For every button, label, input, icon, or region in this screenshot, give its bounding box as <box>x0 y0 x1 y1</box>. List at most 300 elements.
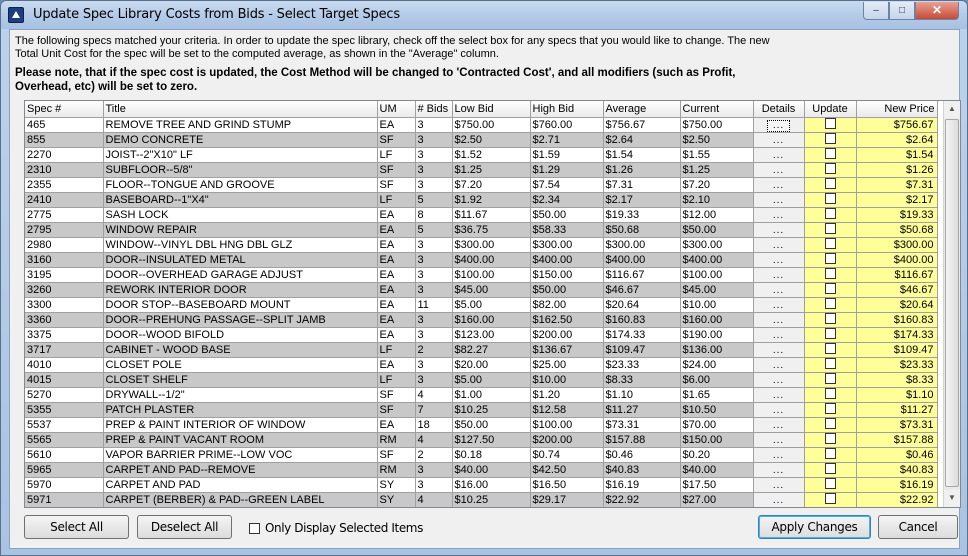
update-checkbox[interactable] <box>825 268 836 279</box>
cell-high-bid: $29.17 <box>530 492 603 507</box>
cell-bids: 4 <box>415 432 452 447</box>
details-button[interactable]: ... <box>767 120 790 132</box>
table-row[interactable] <box>25 132 937 147</box>
details-button[interactable]: ... <box>772 419 785 431</box>
cell-bids: 3 <box>415 267 452 282</box>
details-button[interactable]: ... <box>772 344 785 356</box>
table-row[interactable] <box>25 267 937 282</box>
cell-title: VAPOR BARRIER PRIME--LOW VOC <box>103 447 377 462</box>
cell-high-bid: $1.59 <box>530 147 603 162</box>
cell-update <box>804 267 856 282</box>
cell-high-bid: $1.20 <box>530 387 603 402</box>
update-checkbox[interactable] <box>825 388 836 399</box>
col-header-average[interactable]: Average <box>603 101 680 117</box>
cell-bids: 3 <box>415 147 452 162</box>
cell-average: $400.00 <box>603 252 680 267</box>
details-button[interactable]: ... <box>772 164 785 176</box>
details-button[interactable]: ... <box>772 449 785 461</box>
cell-um: SF <box>377 162 415 177</box>
details-button[interactable]: ... <box>772 224 785 236</box>
update-checkbox[interactable] <box>825 208 836 219</box>
cell-high-bid: $162.50 <box>530 312 603 327</box>
update-checkbox[interactable] <box>825 358 836 369</box>
details-button[interactable]: ... <box>772 359 785 371</box>
cell-um: RM <box>377 432 415 447</box>
table-row[interactable] <box>25 372 937 387</box>
cell-details <box>753 492 804 507</box>
warning-note: Please note, that if the spec cost is updated, the Cost Method will be changed to 'Contracted Cost', and all modifiers (such as Profit, Overhead, etc) will be set to zero. <box>15 67 736 93</box>
cell-update <box>804 222 856 237</box>
details-button[interactable]: ... <box>772 299 785 311</box>
cell-um: EA <box>377 222 415 237</box>
window-title: Update Spec Library Costs from Bids - Select Target Specs <box>33 7 400 22</box>
cell-average: $50.68 <box>603 222 680 237</box>
cell-current: $10.00 <box>680 297 753 312</box>
cell-um: SY <box>377 477 415 492</box>
deselect-all-button[interactable]: Deselect All <box>137 515 232 539</box>
cell-um: EA <box>377 267 415 282</box>
details-button[interactable]: ... <box>772 254 785 266</box>
cell-title: DOOR--PREHUNG PASSAGE--SPLIT JAMB <box>103 312 377 327</box>
details-button[interactable]: ... <box>772 374 785 386</box>
table-row[interactable] <box>25 387 937 402</box>
table-row[interactable] <box>25 492 937 507</box>
update-checkbox[interactable] <box>825 238 836 249</box>
update-checkbox[interactable] <box>825 193 836 204</box>
cell-details <box>753 177 804 192</box>
update-checkbox[interactable] <box>825 253 836 264</box>
cell-current: $10.50 <box>680 402 753 417</box>
cell-um: EA <box>377 117 415 132</box>
cell-um: EA <box>377 297 415 312</box>
table-row[interactable] <box>25 177 937 192</box>
specs-grid[interactable] <box>24 100 961 508</box>
cell-low-bid: $1.25 <box>452 162 530 177</box>
cell-low-bid: $82.27 <box>452 342 530 357</box>
details-button[interactable]: ... <box>772 209 785 221</box>
update-checkbox[interactable] <box>825 433 836 444</box>
update-checkbox[interactable] <box>825 148 836 159</box>
cell-details <box>753 207 804 222</box>
scroll-down-arrow-icon: ▼ <box>948 493 956 502</box>
table-row[interactable] <box>25 312 937 327</box>
cell-bids: 8 <box>415 207 452 222</box>
cell-high-bid: $58.33 <box>530 222 603 237</box>
cell-bids: 5 <box>415 222 452 237</box>
table-row[interactable] <box>25 222 937 237</box>
table-row[interactable] <box>25 327 937 342</box>
minimize-button[interactable] <box>863 2 889 20</box>
details-button[interactable]: ... <box>772 149 785 161</box>
cell-new-price[interactable]: $73.31 <box>856 417 937 432</box>
cell-current: $0.20 <box>680 447 753 462</box>
update-checkbox[interactable] <box>825 478 836 489</box>
cell-title: PREP & PAINT INTERIOR OF WINDOW <box>103 417 377 432</box>
table-row[interactable] <box>25 237 937 252</box>
cell-spec: 465 <box>25 117 103 132</box>
table-row[interactable] <box>25 162 937 177</box>
close-button[interactable] <box>915 2 959 20</box>
table-row[interactable] <box>25 282 937 297</box>
update-checkbox[interactable] <box>825 418 836 429</box>
cell-um: SF <box>377 132 415 147</box>
cell-average: $73.31 <box>603 417 680 432</box>
cell-current: $300.00 <box>680 237 753 252</box>
cell-update <box>804 447 856 462</box>
update-checkbox[interactable] <box>825 298 836 309</box>
scroll-down-button[interactable] <box>944 490 960 507</box>
cell-update <box>804 342 856 357</box>
cell-low-bid: $0.18 <box>452 447 530 462</box>
cell-high-bid: $25.00 <box>530 357 603 372</box>
cell-current: $1.55 <box>680 147 753 162</box>
cell-um: LF <box>377 192 415 207</box>
cell-title: SASH LOCK <box>103 207 377 222</box>
cell-um: EA <box>377 357 415 372</box>
cell-average: $300.00 <box>603 237 680 252</box>
update-checkbox[interactable] <box>825 403 836 414</box>
update-checkbox[interactable] <box>825 118 836 129</box>
cell-current: $400.00 <box>680 252 753 267</box>
cell-new-price[interactable]: $160.83 <box>856 312 937 327</box>
cell-new-price[interactable]: $23.33 <box>856 357 937 372</box>
cell-current: $2.10 <box>680 192 753 207</box>
table-row[interactable] <box>25 477 937 492</box>
cell-spec: 2775 <box>25 207 103 222</box>
cell-details <box>753 117 804 132</box>
cell-details <box>753 447 804 462</box>
cell-title: CLOSET SHELF <box>103 372 377 387</box>
cell-bids: 2 <box>415 447 452 462</box>
cell-new-price[interactable]: $2.64 <box>856 132 937 147</box>
cell-low-bid: $1.92 <box>452 192 530 207</box>
cell-bids: 3 <box>415 312 452 327</box>
vertical-scrollbar[interactable] <box>943 101 960 507</box>
cell-current: $27.00 <box>680 492 753 507</box>
cell-new-price[interactable]: $19.33 <box>856 207 937 222</box>
cell-average: $22.92 <box>603 492 680 507</box>
cell-bids: 3 <box>415 357 452 372</box>
col-header-spec[interactable]: Spec # <box>25 101 103 117</box>
cell-high-bid: $400.00 <box>530 252 603 267</box>
only-selected-checkbox[interactable] <box>249 523 260 534</box>
table-row[interactable] <box>25 192 937 207</box>
cell-details <box>753 282 804 297</box>
details-button[interactable]: ... <box>772 284 785 296</box>
cell-high-bid: $82.00 <box>530 297 603 312</box>
col-header-title[interactable]: Title <box>103 101 377 117</box>
cell-high-bid: $2.71 <box>530 132 603 147</box>
cell-bids: 18 <box>415 417 452 432</box>
cell-title: CARPET (BERBER) & PAD--GREEN LABEL <box>103 492 377 507</box>
cell-average: $23.33 <box>603 357 680 372</box>
cell-title: REWORK INTERIOR DOOR <box>103 282 377 297</box>
cell-spec: 2355 <box>25 177 103 192</box>
cell-bids: 7 <box>415 402 452 417</box>
cell-bids: 3 <box>415 372 452 387</box>
cell-average: $756.67 <box>603 117 680 132</box>
cell-spec: 3360 <box>25 312 103 327</box>
table-row[interactable] <box>25 252 937 267</box>
cell-high-bid: $136.67 <box>530 342 603 357</box>
cell-average: $11.27 <box>603 402 680 417</box>
cell-high-bid: $200.00 <box>530 432 603 447</box>
maximize-icon: □ <box>898 5 906 16</box>
cell-um: RM <box>377 462 415 477</box>
cell-title: DRYWALL--1/2" <box>103 387 377 402</box>
table-row[interactable] <box>25 417 937 432</box>
table-row[interactable] <box>25 297 937 312</box>
cell-details <box>753 132 804 147</box>
app-logo-icon <box>8 7 24 23</box>
details-button[interactable]: ... <box>772 434 785 446</box>
cell-new-price[interactable]: $1.26 <box>856 162 937 177</box>
cell-high-bid: $42.50 <box>530 462 603 477</box>
table-row[interactable] <box>25 462 937 477</box>
cell-low-bid: $100.00 <box>452 267 530 282</box>
table-row[interactable] <box>25 447 937 462</box>
cell-low-bid: $45.00 <box>452 282 530 297</box>
cell-new-price[interactable]: $300.00 <box>856 237 937 252</box>
cell-title: CARPET AND PAD--REMOVE <box>103 462 377 477</box>
col-header-update[interactable]: Update <box>804 101 856 117</box>
col-header-details[interactable]: Details <box>753 101 804 117</box>
cell-spec: 5610 <box>25 447 103 462</box>
cell-details <box>753 462 804 477</box>
cell-update <box>804 372 856 387</box>
cell-update <box>804 207 856 222</box>
cell-update <box>804 432 856 447</box>
cell-new-price[interactable]: $1.54 <box>856 147 937 162</box>
cell-new-price[interactable]: $46.67 <box>856 282 937 297</box>
cell-um: EA <box>377 282 415 297</box>
cell-current: $50.00 <box>680 222 753 237</box>
cell-low-bid: $40.00 <box>452 462 530 477</box>
table-row[interactable] <box>25 147 937 162</box>
select-all-button[interactable]: Select All <box>24 515 129 539</box>
details-button[interactable]: ... <box>772 314 785 326</box>
cell-current: $1.65 <box>680 387 753 402</box>
cell-spec: 5565 <box>25 432 103 447</box>
col-header-current[interactable]: Current <box>680 101 753 117</box>
cell-high-bid: $16.50 <box>530 477 603 492</box>
cell-new-price[interactable]: $174.33 <box>856 327 937 342</box>
scroll-up-button[interactable] <box>944 101 960 118</box>
cell-um: LF <box>377 342 415 357</box>
update-checkbox[interactable] <box>825 283 836 294</box>
cell-update <box>804 177 856 192</box>
details-button[interactable]: ... <box>772 239 785 251</box>
col-header-low-bid[interactable]: Low Bid <box>452 101 530 117</box>
cell-spec: 5270 <box>25 387 103 402</box>
cell-details <box>753 477 804 492</box>
cell-new-price[interactable]: $0.46 <box>856 447 937 462</box>
only-selected-toggle[interactable] <box>249 521 423 535</box>
col-header-um[interactable]: UM <box>377 101 415 117</box>
update-checkbox[interactable] <box>825 493 836 504</box>
cell-details <box>753 327 804 342</box>
cell-new-price[interactable]: $50.68 <box>856 222 937 237</box>
cell-high-bid: $2.34 <box>530 192 603 207</box>
cell-average: $7.31 <box>603 177 680 192</box>
table-row[interactable] <box>25 432 937 447</box>
update-checkbox[interactable] <box>825 328 836 339</box>
update-checkbox[interactable] <box>825 178 836 189</box>
cell-average: $2.17 <box>603 192 680 207</box>
update-checkbox[interactable] <box>825 343 836 354</box>
details-button[interactable]: ... <box>772 179 785 191</box>
cell-um: SF <box>377 177 415 192</box>
cell-spec: 2410 <box>25 192 103 207</box>
cell-low-bid: $127.50 <box>452 432 530 447</box>
cell-new-price[interactable]: $756.67 <box>856 117 937 132</box>
cell-update <box>804 417 856 432</box>
cell-bids: 5 <box>415 192 452 207</box>
details-button[interactable]: ... <box>772 194 785 206</box>
cell-low-bid: $16.00 <box>452 477 530 492</box>
cell-details <box>753 312 804 327</box>
cell-new-price[interactable]: $116.67 <box>856 267 937 282</box>
table-row[interactable] <box>25 207 937 222</box>
cell-title: WINDOW REPAIR <box>103 222 377 237</box>
cell-details <box>753 267 804 282</box>
cell-bids: 3 <box>415 162 452 177</box>
cell-bids: 11 <box>415 297 452 312</box>
cell-high-bid: $10.00 <box>530 372 603 387</box>
cell-new-price[interactable]: $400.00 <box>856 252 937 267</box>
cell-details <box>753 237 804 252</box>
cell-bids: 4 <box>415 492 452 507</box>
cell-new-price[interactable]: $20.64 <box>856 297 937 312</box>
cell-new-price[interactable]: $11.27 <box>856 402 937 417</box>
cell-um: SF <box>377 387 415 402</box>
cell-update <box>804 492 856 507</box>
details-button[interactable]: ... <box>772 494 785 506</box>
cell-title: FLOOR--TONGUE AND GROOVE <box>103 177 377 192</box>
maximize-button[interactable] <box>889 2 915 20</box>
cell-spec: 3195 <box>25 267 103 282</box>
cell-high-bid: $7.54 <box>530 177 603 192</box>
cell-title: CABINET - WOOD BASE <box>103 342 377 357</box>
cell-new-price[interactable]: $1.10 <box>856 387 937 402</box>
cell-average: $20.64 <box>603 297 680 312</box>
cell-average: $46.67 <box>603 282 680 297</box>
details-button[interactable]: ... <box>772 404 785 416</box>
col-header-high-bid[interactable]: High Bid <box>530 101 603 117</box>
update-checkbox[interactable] <box>825 463 836 474</box>
cell-um: EA <box>377 207 415 222</box>
details-button[interactable]: ... <box>772 479 785 491</box>
details-button[interactable]: ... <box>772 269 785 281</box>
cell-um: EA <box>377 252 415 267</box>
cell-new-price[interactable]: $22.92 <box>856 492 937 507</box>
update-checkbox[interactable] <box>825 313 836 324</box>
update-checkbox[interactable] <box>825 163 836 174</box>
cell-low-bid: $5.00 <box>452 372 530 387</box>
cell-average: $116.67 <box>603 267 680 282</box>
cell-um: LF <box>377 372 415 387</box>
apply-changes-button[interactable]: Apply Changes <box>758 515 871 539</box>
cell-high-bid: $300.00 <box>530 237 603 252</box>
cell-new-price[interactable]: $157.88 <box>856 432 937 447</box>
cell-low-bid: $1.52 <box>452 147 530 162</box>
cell-high-bid: $100.00 <box>530 417 603 432</box>
cell-bids: 3 <box>415 282 452 297</box>
cell-new-price[interactable]: $7.31 <box>856 177 937 192</box>
cell-spec: 2980 <box>25 237 103 252</box>
details-button[interactable]: ... <box>772 389 785 401</box>
cell-um: EA <box>377 417 415 432</box>
table-row[interactable] <box>25 117 937 132</box>
title-bar[interactable] <box>1 1 967 29</box>
cell-average: $1.10 <box>603 387 680 402</box>
cell-um: EA <box>377 312 415 327</box>
cell-spec: 3300 <box>25 297 103 312</box>
update-checkbox[interactable] <box>825 373 836 384</box>
col-header-new-price[interactable]: New Price <box>856 101 937 117</box>
cell-update <box>804 192 856 207</box>
scrollbar-thumb[interactable] <box>945 119 959 487</box>
cell-update <box>804 477 856 492</box>
cell-spec: 5965 <box>25 462 103 477</box>
cell-update <box>804 282 856 297</box>
cell-spec: 855 <box>25 132 103 147</box>
update-checkbox[interactable] <box>825 223 836 234</box>
table-row[interactable] <box>25 402 937 417</box>
table-row[interactable] <box>25 342 937 357</box>
cell-update <box>804 357 856 372</box>
cell-um: EA <box>377 327 415 342</box>
cell-update <box>804 132 856 147</box>
cell-new-price[interactable]: $109.47 <box>856 342 937 357</box>
cell-current: $12.00 <box>680 207 753 222</box>
cell-details <box>753 252 804 267</box>
cell-details <box>753 417 804 432</box>
cell-bids: 3 <box>415 477 452 492</box>
cell-update <box>804 252 856 267</box>
details-button[interactable]: ... <box>772 329 785 341</box>
table-row[interactable] <box>25 357 937 372</box>
cell-low-bid: $123.00 <box>452 327 530 342</box>
cell-high-bid: $760.00 <box>530 117 603 132</box>
cell-current: $150.00 <box>680 432 753 447</box>
cell-update <box>804 147 856 162</box>
cancel-button[interactable]: Cancel <box>878 515 958 539</box>
cell-spec: 4015 <box>25 372 103 387</box>
details-button[interactable]: ... <box>772 464 785 476</box>
cell-current: $2.50 <box>680 132 753 147</box>
cell-new-price[interactable]: $40.83 <box>856 462 937 477</box>
cell-new-price[interactable]: $16.19 <box>856 477 937 492</box>
details-button[interactable]: ... <box>772 134 785 146</box>
cell-details <box>753 432 804 447</box>
cell-spec: 5355 <box>25 402 103 417</box>
update-checkbox[interactable] <box>825 448 836 459</box>
cell-average: $157.88 <box>603 432 680 447</box>
cell-new-price[interactable]: $2.17 <box>856 192 937 207</box>
cell-spec: 5971 <box>25 492 103 507</box>
col-header-bids[interactable]: # Bids <box>415 101 452 117</box>
cell-average: $160.83 <box>603 312 680 327</box>
cell-title: REMOVE TREE AND GRIND STUMP <box>103 117 377 132</box>
cell-current: $136.00 <box>680 342 753 357</box>
cell-average: $8.33 <box>603 372 680 387</box>
cell-new-price[interactable]: $8.33 <box>856 372 937 387</box>
cell-average: $16.19 <box>603 477 680 492</box>
cell-update <box>804 312 856 327</box>
update-checkbox[interactable] <box>825 133 836 144</box>
cell-spec: 4010 <box>25 357 103 372</box>
